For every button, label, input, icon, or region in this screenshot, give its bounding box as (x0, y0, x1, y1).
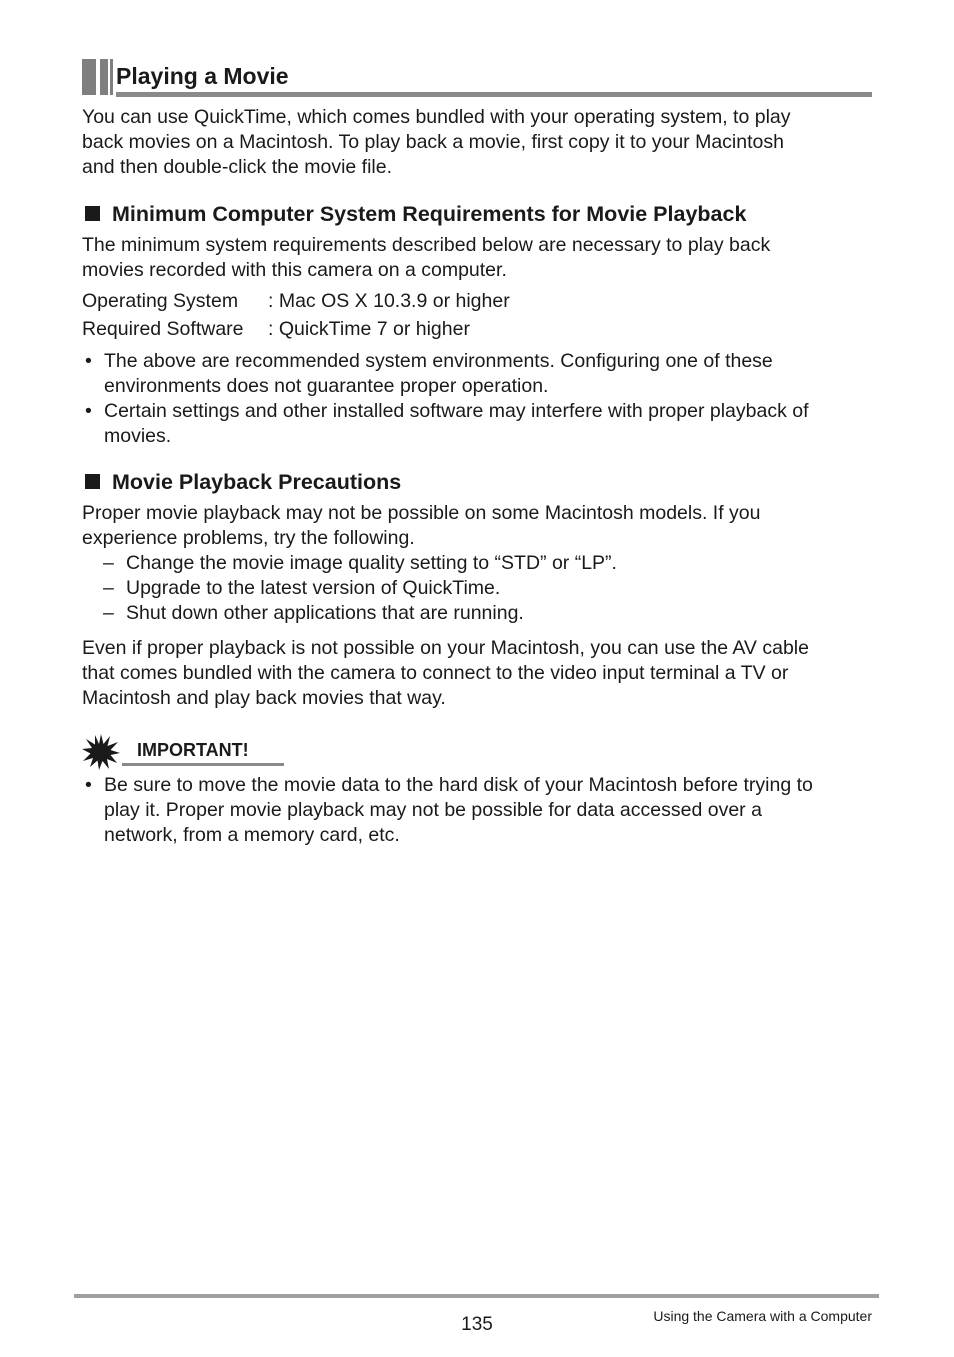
note-text (104, 399, 809, 449)
note-line: network, from a memory card, etc. (104, 824, 400, 846)
dash-mark: – (103, 577, 114, 599)
spec-row-os (82, 289, 510, 314)
closing-line: Even if proper playback is not possible on your Macintosh, you can use the AV cable (82, 637, 809, 659)
title-underline (116, 92, 872, 97)
precautions-description-line: Proper movie playback may not be possible on some Macintosh models. If you (82, 502, 761, 524)
burst-icon (82, 734, 120, 770)
title-decoration-bar (100, 59, 108, 95)
intro-paragraph (82, 105, 882, 180)
bullet-mark: • (85, 774, 92, 796)
spec-label: Required Software (82, 318, 244, 340)
precautions-heading (82, 469, 401, 495)
requirements-description-line: movies recorded with this camera on a computer. (82, 259, 507, 281)
note-line: The above are recommended system environments. Configuring one of these (104, 350, 773, 372)
section-title-block (82, 59, 872, 97)
requirements-heading (82, 201, 746, 227)
important-underline (122, 763, 284, 766)
precautions-description (82, 501, 882, 551)
note-line: Be sure to move the movie data to the hard disk of your Macintosh before trying to (104, 774, 813, 796)
note-text (104, 773, 813, 848)
intro-line: back movies on a Macintosh. To play back a movie, first copy it to your Macintosh (82, 131, 784, 153)
footer-rule (74, 1294, 879, 1298)
requirements-description-line: The minimum system requirements described below are necessary to play back (82, 234, 771, 256)
note-line: movies. (104, 425, 172, 447)
important-label: IMPORTANT! (137, 740, 249, 760)
page-number: 135 (461, 1314, 493, 1335)
step-text: Shut down other applications that are running. (126, 602, 524, 624)
closing-line: that comes bundled with the camera to connect to the video input terminal a TV or (82, 662, 789, 684)
square-bullet-icon (85, 474, 100, 489)
closing-line: Macintosh and play back movies that way. (82, 687, 446, 709)
bullet-mark: • (85, 350, 92, 372)
precautions-closing (82, 636, 882, 711)
requirements-heading-text: Minimum Computer System Requirements for Movie Playback (112, 202, 747, 226)
footer-section-name: Using the Camera with a Computer (653, 1308, 872, 1324)
requirements-description (82, 233, 882, 283)
precautions-description-line: experience problems, try the following. (82, 527, 415, 549)
precaution-step (103, 576, 500, 601)
title-decoration-bar (82, 59, 96, 95)
dash-mark: – (103, 602, 114, 624)
section-title: Playing a Movie (116, 63, 289, 89)
precaution-step (103, 551, 617, 576)
note-line: Certain settings and other installed software may interfere with proper playback of (104, 400, 809, 422)
spec-row-software (82, 317, 470, 342)
dash-mark: – (103, 552, 114, 574)
spec-label: Operating System (82, 290, 239, 312)
step-text: Change the movie image quality setting to “STD” or “LP”. (126, 552, 617, 574)
note-line: environments does not guarantee proper operation. (104, 375, 549, 397)
precautions-heading-text: Movie Playback Precautions (112, 470, 402, 494)
spec-value: : Mac OS X 10.3.9 or higher (268, 290, 510, 312)
intro-line: and then double-click the movie file. (82, 156, 393, 178)
important-callout (82, 734, 292, 770)
spec-value: : QuickTime 7 or higher (268, 318, 470, 340)
precaution-step (103, 601, 524, 626)
title-decoration-bar (110, 59, 113, 95)
square-bullet-icon (85, 206, 100, 221)
intro-line: You can use QuickTime, which comes bundled with your operating system, to play (82, 106, 791, 128)
note-text (104, 349, 773, 399)
bullet-mark: • (85, 400, 92, 422)
step-text: Upgrade to the latest version of QuickTime. (126, 577, 501, 599)
note-line: play it. Proper movie playback may not be possible for data accessed over a (104, 799, 762, 821)
